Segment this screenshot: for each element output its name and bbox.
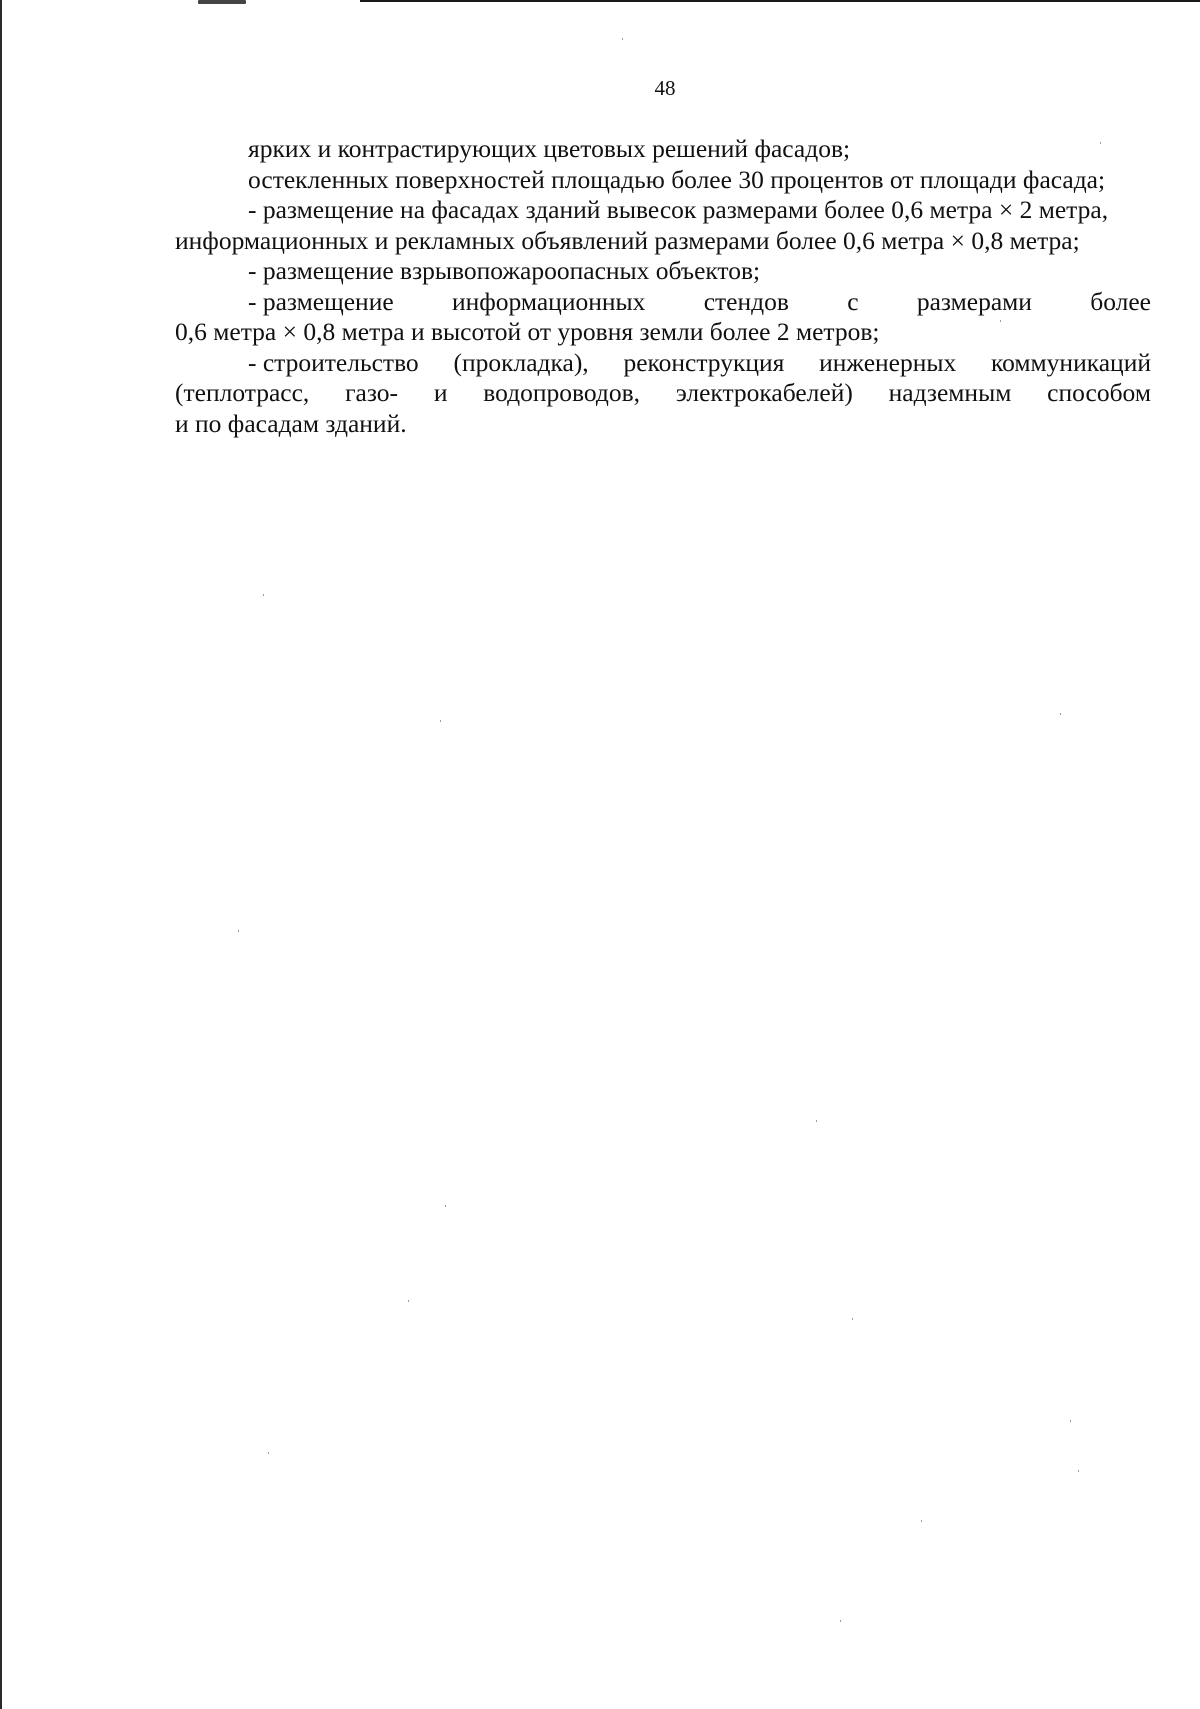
scan-speck <box>1070 1420 1071 1422</box>
word: надземным <box>888 378 1012 407</box>
text-line-1: ярких и контрастирующих цветовых решений фасадов; <box>248 134 851 163</box>
word: коммуникаций <box>991 347 1151 377</box>
word: способом <box>1047 378 1151 407</box>
scan-mark <box>198 0 246 4</box>
word: (теплотрасс, <box>175 378 310 407</box>
scan-edge-top <box>360 0 1200 2</box>
scan-speck <box>440 720 441 722</box>
word: более <box>1090 286 1151 316</box>
scan-speck <box>1000 320 1001 322</box>
text-line-2: остекленных поверхностей площадью более 30 процентов от площади фасада; <box>248 164 1106 194</box>
word: водопроводов, <box>483 378 641 407</box>
word: размерами <box>916 286 1032 316</box>
scan-speck <box>816 1120 817 1122</box>
word: - размещение <box>248 286 394 316</box>
scan-speck <box>1060 713 1061 715</box>
scan-speck <box>238 930 239 932</box>
scan-speck <box>445 1205 446 1207</box>
text-line-10: и по фасадам зданий. <box>175 408 407 438</box>
scan-speck <box>622 38 623 40</box>
text-line-9 <box>175 378 1151 409</box>
text-line-5: - размещение взрывопожароопасных объектов; <box>248 256 761 285</box>
word: с <box>847 286 859 316</box>
scan-speck <box>408 1300 409 1302</box>
text-line-3: - размещение на фасадах зданий вывесок размерами более 0,6 метра × 2 метра, <box>248 195 1109 224</box>
word: газо- <box>345 378 399 407</box>
scan-edge-left <box>0 0 2 1709</box>
page-number: 48 <box>654 76 676 100</box>
scan-speck <box>852 1318 853 1320</box>
document-body <box>175 134 1151 439</box>
scan-speck <box>1100 142 1101 144</box>
text-line-8 <box>175 348 1151 379</box>
word: информационных <box>451 286 646 316</box>
scan-speck <box>921 1520 922 1522</box>
word: электрокабелей) <box>675 378 853 407</box>
scan-speck <box>263 594 264 596</box>
scan-speck <box>268 1452 269 1454</box>
word: - строительство <box>248 347 419 377</box>
word: реконструкция <box>623 347 785 377</box>
scan-speck <box>840 1620 841 1622</box>
word: инженерных <box>819 347 957 377</box>
word: (прокладка), <box>453 347 589 377</box>
scan-speck <box>1078 1470 1079 1472</box>
text-line-6 <box>175 287 1151 318</box>
word: и <box>433 378 448 407</box>
word: стендов <box>703 286 789 316</box>
text-line-7: 0,6 метра × 0,8 метра и высотой от уровня земли более 2 метров; <box>175 317 880 346</box>
text-line-4: информационных и рекламных объявлений размерами более 0,6 метра × 0,8 метра; <box>175 225 1080 255</box>
